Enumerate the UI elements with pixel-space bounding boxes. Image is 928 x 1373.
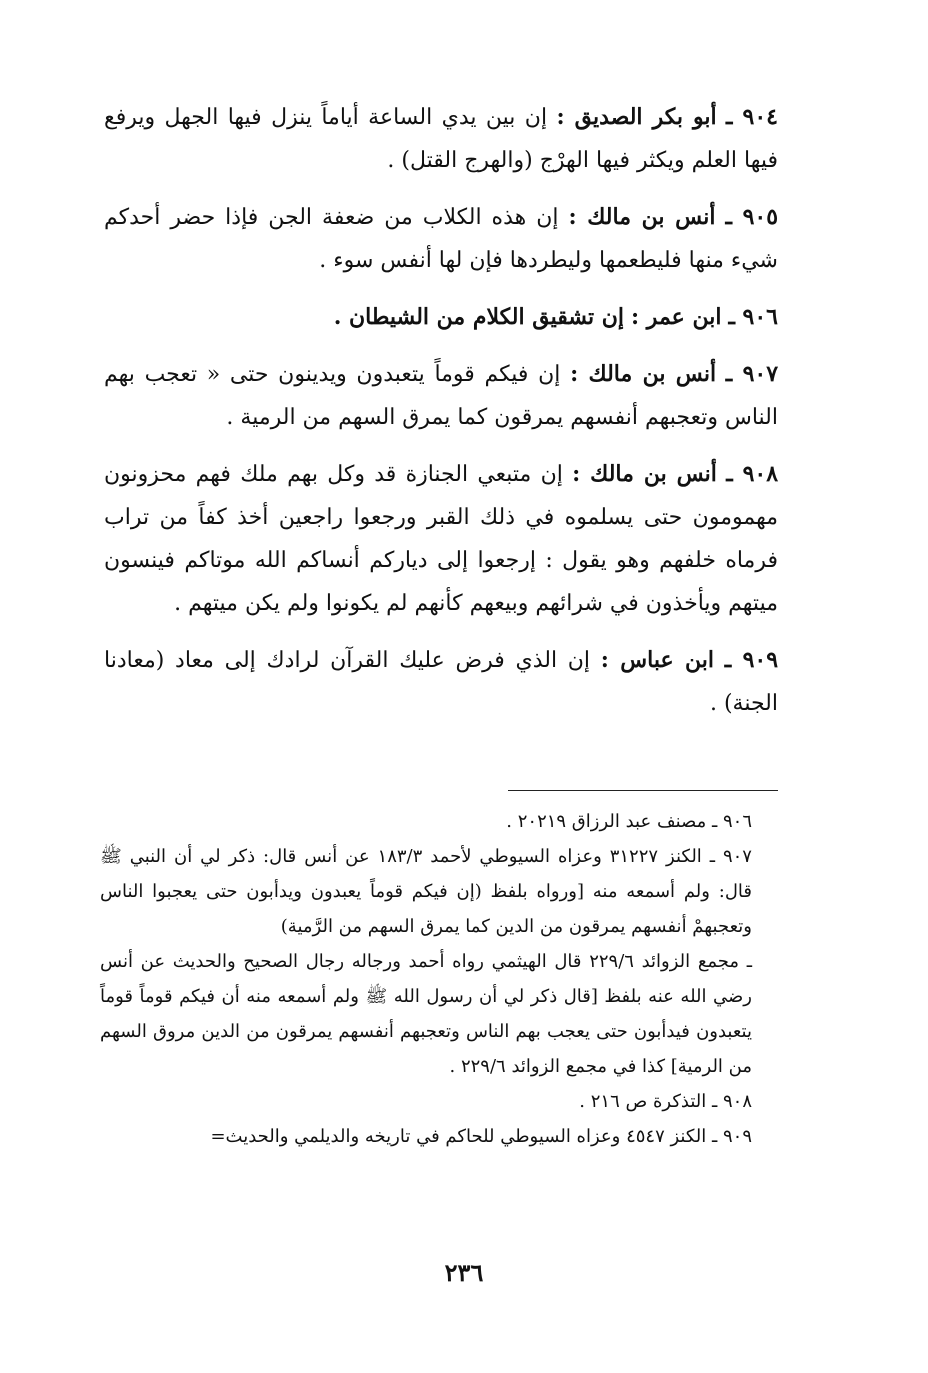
entry-908: [104, 453, 778, 625]
entry-narrator: أنس بن مالك :: [568, 204, 716, 230]
entry-text: إن تشقيق الكلام من الشيطان .: [333, 304, 625, 330]
entry-text: إن هذه الكلاب من ضعفة الجن فإذا حضر أحدكم شيء منها فليطعمها وليطردها فإن لها أنفس سوء .: [104, 205, 778, 273]
entry-904: [104, 96, 778, 182]
entry-text: إن متبعي الجنازة قد وكل بهم ملك فهم محزونون مهمومون حتى يسلموه في ذلك القبر ورجعوا راجعين أخذ كفاً من تراب فرماه خلفهم وهو يقول : إرجعوا إلى دياركم أنساكم الله موتاكم فينسون ميتهم ويأخذون في شرائهم وبيعهم كأنهم لم يكونوا ولم يكن ميتهم .: [104, 462, 778, 616]
entry-narrator: أنس بن مالك :: [570, 361, 717, 387]
footnote-908: ٩٠٨ ـ التذكرة ص ٢١٦ .: [579, 1091, 752, 1112]
footnotes: [100, 804, 780, 1154]
entry-number: ٩٠٥ ـ: [725, 204, 779, 230]
entry-narrator: ابن عمر :: [631, 304, 722, 330]
footnote-909: ٩٠٩ ـ الكنز ٤٥٤٧ وعزاه السيوطي للحاكم في تاريخه والديلمي والحديث=: [210, 1126, 752, 1147]
entry-number: ٩٠٧ ـ: [725, 361, 779, 387]
page-number: ٢٣٦: [444, 1258, 484, 1287]
footnote-907-continuation: ـ مجمع الزوائد ٢٢٩/٦ قال الهيثمي رواه أحمد ورجاله رجال الصحيح والحديث عن أنس رضي الله عنه بلفظ [قال ذكر لي أن رسول الله ﷺ ولم أسمعه منه أن فيكم قوماً قوماً يتعبدون فيدأبون حتى يعجب بهم الناس وتعجبهم أنفسهم يمرقون من الدين مروق السهم من الرمية] كذا في مجمع الزوائد ٢٢٩/٦ .: [100, 951, 752, 1077]
entry-text: إن فيكم قوماً يتعبدون ويدينون حتى « تعجب بهم الناس وتعجبهم أنفسهم يمرقون كما يمرق السهم من الرمية .: [104, 362, 778, 430]
main-text: [104, 96, 778, 739]
entry-narrator: أنس بن مالك :: [572, 461, 717, 487]
entry-text: إن بين يدي الساعة أياماً ينزل فيها الجهل ويرفع فيها العلم ويكثر فيها الهرْج (والهرج القتل) .: [104, 105, 778, 173]
footnote-907: ٩٠٧ ـ الكنز ٣١٢٢٧ وعزاه السيوطي لأحمد ١٨٣/٣ عن أنس قال: ذكر لي أن النبي ﷺ قال: ولم أسمعه منه [ورواه بلفظ (إن فيكم قوماً يعبدون ويدأبون حتى يعجبوا الناس وتعجبهمْ أنفسهم يمرقون من الدين كما يمرق السهم من الرَّمية): [100, 846, 752, 937]
footnote-divider: [508, 790, 778, 791]
entry-905: [104, 196, 778, 282]
entry-909: [104, 639, 778, 725]
entry-number: ٩٠٨ ـ: [726, 461, 779, 487]
entry-number: ٩٠٩ ـ: [724, 647, 779, 673]
entry-907: [104, 353, 778, 439]
entry-narrator: أبو بكر الصديق :: [556, 104, 717, 130]
entry-number: ٩٠٤ ـ: [726, 104, 778, 130]
entry-narrator: ابن عباس :: [600, 647, 714, 673]
entry-text: إن الذي فرض عليك القرآن لرادك إلى معاد (معادنا الجنة) .: [104, 648, 778, 716]
entry-906: [104, 296, 778, 339]
entry-number: ٩٠٦ ـ: [728, 304, 778, 330]
footnote-906: ٩٠٦ ـ مصنف عبد الرزاق ٢٠٢١٩ .: [506, 811, 752, 832]
